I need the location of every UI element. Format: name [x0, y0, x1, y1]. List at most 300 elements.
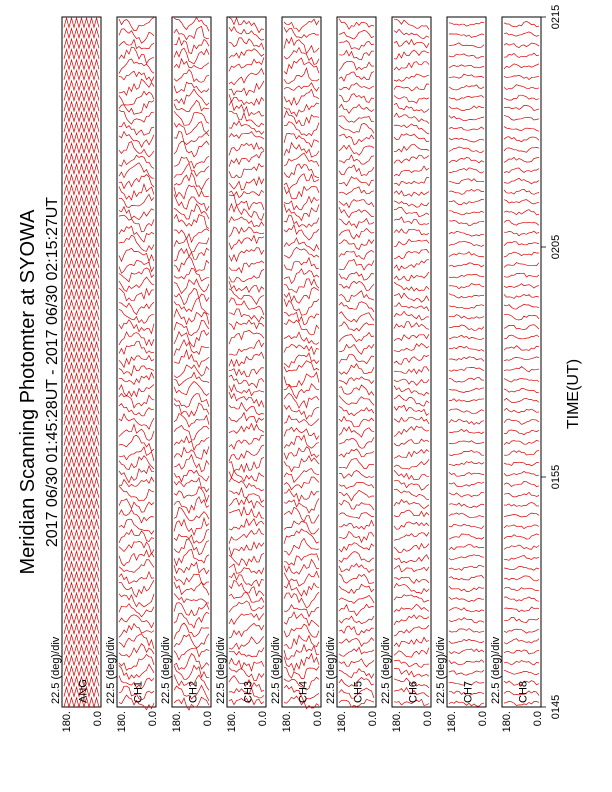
trace-line [174, 111, 209, 125]
trace-line [174, 194, 209, 210]
trace-line [449, 54, 484, 58]
trace-line [504, 231, 539, 236]
trace-line [64, 353, 99, 362]
trace-line [64, 91, 99, 100]
trace-line [119, 580, 154, 597]
trace-line [504, 178, 539, 184]
trace-line [504, 471, 539, 476]
trace-line [339, 302, 374, 312]
trace-line [119, 499, 154, 512]
trace-line [339, 647, 374, 656]
trace-line [339, 354, 374, 364]
trace-line [64, 164, 99, 173]
trace-line [504, 105, 539, 110]
trace-line [504, 85, 539, 90]
trace-line [394, 405, 429, 415]
trace-line [119, 541, 154, 554]
trace-line [284, 427, 319, 439]
trace-line [284, 299, 319, 315]
trace-line [119, 572, 154, 584]
panel-bottom-value: 0.0 [202, 711, 214, 727]
trace-line [394, 303, 429, 312]
trace-line [339, 364, 374, 375]
trace-line [394, 250, 429, 259]
trace-line [449, 441, 484, 444]
trace-line [449, 576, 484, 580]
panel-top-value: 180. [171, 711, 183, 733]
trace-line [64, 81, 99, 90]
trace-line [174, 529, 209, 543]
trace-line [449, 565, 484, 570]
panel-frame [117, 17, 156, 707]
trace-line [174, 48, 209, 64]
panel-bottom-value: 0.0 [257, 711, 269, 727]
trace-line [394, 191, 429, 196]
trace-line [64, 185, 99, 194]
trace-line [504, 294, 539, 298]
trace-line [64, 541, 99, 550]
trace-line [229, 330, 264, 344]
trace-line [64, 227, 99, 236]
trace-line [174, 497, 209, 513]
trace-line [64, 614, 99, 623]
trace-line [449, 274, 484, 278]
trace-line [449, 116, 484, 121]
trace-line [394, 660, 429, 667]
trace-line [64, 604, 99, 613]
trace-line [229, 132, 264, 140]
trace-line [229, 248, 264, 262]
trace-line [229, 636, 264, 649]
panel-top-value: 180. [446, 711, 458, 733]
trace-line [119, 624, 154, 638]
trace-line [394, 293, 429, 302]
trace-line [394, 19, 429, 29]
trace-line [284, 447, 319, 459]
panel-top-value: 180. [391, 711, 403, 733]
trace-line [119, 341, 154, 354]
trace-line [394, 450, 429, 459]
trace-line [284, 605, 319, 617]
panel-name: CH1 [132, 680, 145, 703]
trace-line [284, 19, 319, 31]
trace-line [64, 447, 99, 456]
trace-line [64, 133, 99, 143]
trace-line [64, 154, 99, 163]
trace-line [339, 259, 374, 270]
trace-line [339, 659, 374, 667]
trace-line [119, 277, 154, 291]
trace-line [339, 123, 374, 133]
trace-line [394, 272, 429, 281]
trace-line [229, 164, 264, 178]
trace-line [284, 164, 319, 178]
panel-scale: 22.5 (deg)/div [215, 636, 227, 704]
trace-line [119, 122, 154, 135]
trace-line [394, 669, 429, 677]
trace-line [64, 196, 99, 205]
trace-line [174, 215, 209, 229]
panel-top-value: 180. [116, 711, 128, 733]
trace-line [339, 427, 374, 437]
trace-line [229, 435, 264, 449]
trace-line [394, 500, 429, 509]
trace-line [449, 503, 484, 508]
trace-line [449, 429, 484, 434]
trace-line [64, 489, 99, 498]
trace-line [339, 165, 374, 176]
trace-line [449, 335, 484, 339]
panels [50, 17, 544, 732]
panel-scale: 22.5 (deg)/div [380, 636, 392, 704]
trace-line [119, 424, 154, 440]
trace-line [394, 395, 429, 406]
trace-line [394, 604, 429, 612]
trace-line [119, 132, 154, 148]
trace-line [504, 210, 539, 215]
trace-line [174, 487, 209, 502]
trace-line [339, 626, 374, 635]
trace-line [284, 89, 319, 105]
trace-line [174, 340, 209, 356]
trace-line [119, 332, 154, 346]
trace-line [449, 179, 484, 184]
trace-line [64, 436, 99, 445]
trace-line [339, 61, 374, 71]
trace-line [64, 405, 99, 414]
trace-line [174, 425, 209, 440]
trace-line [229, 507, 264, 518]
trace-line [449, 263, 484, 267]
trace-line [64, 426, 99, 435]
trace-line [394, 532, 429, 540]
trace-line [119, 435, 154, 451]
trace-line [64, 311, 99, 320]
trace-line [504, 304, 539, 309]
trace-line [119, 604, 154, 617]
time-tick-label: 0155 [550, 464, 562, 490]
panel-scale: 22.5 (deg)/div [50, 636, 62, 704]
trace-line [119, 664, 154, 679]
trace-line [284, 592, 319, 608]
trace-line [284, 133, 319, 147]
trace-line [64, 39, 99, 48]
trace-line [229, 269, 264, 282]
trace-line [504, 440, 539, 445]
trace-line [339, 291, 374, 302]
trace-line [229, 488, 264, 502]
trace-line [284, 612, 319, 627]
trace-line [229, 236, 264, 250]
panel-name: CH5 [352, 680, 365, 703]
trace-line [504, 597, 539, 601]
trace-line [64, 332, 99, 341]
trace-line [174, 446, 209, 459]
trace-line [229, 69, 264, 85]
trace-line [504, 492, 539, 497]
trace-line [449, 85, 484, 90]
trace-line [229, 261, 264, 273]
trace-line [394, 615, 429, 625]
trace-line [394, 134, 429, 142]
panel-scale: 22.5 (deg)/div [490, 636, 502, 704]
trace-line [449, 660, 484, 665]
trace-line [119, 414, 154, 429]
trace-line [449, 211, 484, 215]
panel-frame [392, 17, 431, 707]
trace-line [64, 238, 99, 247]
trace-line [64, 593, 99, 603]
trace-line [449, 346, 484, 351]
trace-line [504, 534, 539, 539]
trace-line [449, 74, 484, 78]
trace-line [174, 131, 209, 144]
trace-line [119, 235, 154, 251]
trace-line [504, 115, 539, 120]
trace-line [394, 489, 429, 500]
trace-line [119, 447, 154, 461]
trace-line [119, 59, 154, 74]
trace-line [64, 175, 99, 184]
trace-line [229, 111, 264, 126]
trace-line [64, 551, 99, 560]
trace-line [339, 416, 374, 427]
trace-line [229, 573, 264, 586]
trace-line [339, 41, 374, 50]
trace-line [449, 639, 484, 643]
trace-line [504, 335, 539, 339]
trace-line [449, 22, 484, 26]
trace-line [504, 555, 539, 560]
trace-line [174, 539, 209, 555]
trace-line [229, 658, 264, 670]
trace-line [174, 665, 209, 679]
panel-ch2 [160, 17, 214, 732]
panel-bottom-value: 0.0 [367, 711, 379, 727]
trace-line [394, 637, 429, 647]
trace-line [64, 499, 99, 508]
trace-line [394, 74, 429, 81]
trace-line [229, 340, 264, 355]
trace-line [339, 250, 374, 259]
time-tick-label: 0205 [550, 234, 562, 260]
trace-line [394, 166, 429, 176]
panel-ch5 [325, 17, 379, 732]
trace-line [64, 562, 99, 571]
trace-line [174, 156, 209, 168]
trace-line [339, 219, 374, 228]
trace-line [504, 545, 539, 549]
trace-line [284, 103, 319, 116]
trace-line [504, 64, 539, 69]
trace-line [449, 513, 484, 517]
trace-line [64, 572, 99, 581]
trace-line [229, 177, 264, 190]
trace-line [394, 584, 429, 594]
trace-line [504, 157, 539, 162]
trace-line [229, 478, 264, 491]
trace-line [449, 419, 484, 425]
trace-line [229, 648, 264, 657]
trace-line [284, 111, 319, 126]
trace-line [339, 240, 374, 250]
trace-line [449, 127, 484, 130]
trace-line [339, 377, 374, 385]
trace-line [174, 59, 209, 69]
trace-line [229, 529, 264, 544]
trace-line [174, 279, 209, 293]
trace-line [339, 344, 374, 354]
trace-line [174, 403, 209, 417]
trace-line [284, 489, 319, 502]
trace-line [174, 320, 209, 335]
trace-line [174, 382, 209, 396]
trace-line [284, 498, 319, 513]
panel-bottom-value: 0.0 [422, 711, 434, 727]
trace-line [339, 437, 374, 448]
trace-line [64, 206, 99, 215]
trace-line [449, 106, 484, 111]
time-axis [541, 5, 562, 719]
trace-line [174, 82, 209, 93]
trace-line [229, 49, 264, 58]
trace-line [229, 281, 264, 292]
panel-top-value: 180. [61, 711, 73, 733]
trace-line [229, 403, 264, 415]
trace-line [449, 544, 484, 550]
trace-line [449, 199, 484, 204]
trace-line [174, 562, 209, 574]
panel-ch6 [380, 17, 434, 732]
trace-line [394, 96, 429, 104]
trace-line [284, 269, 319, 284]
trace-line [119, 248, 154, 261]
trace-line [449, 34, 484, 38]
trace-line [449, 670, 484, 675]
trace-line [339, 333, 374, 342]
trace-line [449, 315, 484, 319]
trace-line [119, 40, 154, 49]
trace-line [504, 607, 539, 612]
trace-line [284, 238, 319, 251]
trace-line [394, 155, 429, 163]
trace-line [64, 624, 99, 633]
trace-line [64, 300, 99, 309]
trace-line [339, 145, 374, 155]
trace-line [64, 384, 99, 393]
trace-line [284, 666, 319, 678]
trace-line [504, 576, 539, 581]
trace-line [64, 342, 99, 351]
trace-line [394, 124, 429, 134]
trace-line [449, 377, 484, 382]
trace-line [64, 29, 99, 38]
trace-line [174, 173, 209, 190]
trace-line [504, 32, 539, 36]
trace-line [284, 153, 319, 167]
trace-line [449, 147, 484, 153]
trace-line [394, 555, 429, 563]
trace-line [339, 134, 374, 145]
trace-line [504, 670, 539, 674]
trace-line [449, 357, 484, 361]
trace-line [339, 520, 374, 529]
trace-line [64, 666, 99, 675]
trace-line [174, 612, 209, 628]
trace-line [284, 174, 319, 190]
trace-line [449, 158, 484, 164]
trace-line [284, 538, 319, 555]
trace-line [504, 481, 539, 486]
trace-line [174, 350, 209, 367]
trace-line [119, 29, 154, 43]
trace-line [174, 603, 209, 616]
trace-line [449, 388, 484, 393]
trace-line [504, 263, 539, 268]
trace-line [394, 459, 429, 469]
trace-line [449, 399, 484, 402]
panel-top-value: 180. [336, 711, 348, 733]
trace-line [449, 221, 484, 226]
trace-line [119, 226, 154, 242]
trace-line [119, 261, 154, 274]
trace-line [504, 525, 539, 529]
trace-line [229, 392, 264, 408]
trace-line [174, 17, 209, 31]
trace-line [339, 272, 374, 280]
trace-line [449, 168, 484, 173]
panel-ch3 [215, 17, 269, 732]
trace-line [504, 75, 539, 79]
trace-line [229, 298, 264, 315]
trace-line [504, 53, 539, 57]
trace-line [339, 187, 374, 195]
trace-line [119, 654, 154, 670]
trace-line [119, 550, 154, 566]
trace-line [339, 604, 374, 615]
trace-line [119, 163, 154, 179]
trace-line [119, 510, 154, 523]
trace-line [394, 229, 429, 235]
trace-line [449, 534, 484, 539]
trace-line [449, 629, 484, 633]
trace-line [174, 574, 209, 585]
panel-frame [502, 17, 541, 707]
trace-line [339, 406, 374, 416]
trace-line [394, 84, 429, 91]
trace-line [449, 252, 484, 257]
trace-line [64, 259, 99, 268]
trace-line [449, 524, 484, 528]
trace-line [504, 661, 539, 666]
trace-line [394, 239, 429, 246]
trace-line [174, 414, 209, 428]
trace-line [229, 542, 264, 556]
trace-line [394, 62, 429, 71]
trace-line [504, 43, 539, 48]
trace-line [504, 503, 539, 507]
trace-line [449, 472, 484, 476]
trace-line [339, 500, 374, 510]
panel-ch8 [490, 17, 544, 732]
panel-name: CH8 [517, 680, 530, 703]
trace-line [339, 459, 374, 469]
trace-line [394, 379, 429, 385]
trace-line [339, 207, 374, 218]
trace-line [449, 555, 484, 560]
trace-line [174, 623, 209, 639]
trace-line [339, 574, 374, 584]
